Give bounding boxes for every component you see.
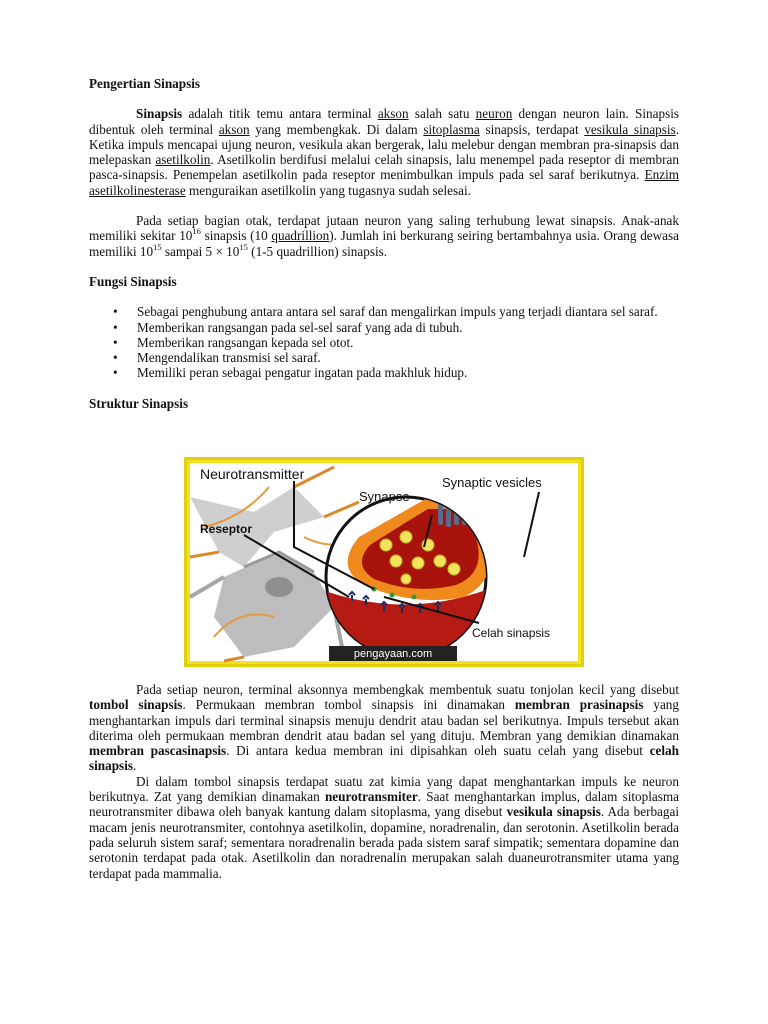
link-vesikula-sinapsis[interactable]: vesikula sinapsis [584,121,676,137]
list-item: • Memberikan rangsangan kepada sel otot. [113,334,354,350]
bullet-icon: • [113,319,118,335]
link-neuron[interactable]: neuron [475,106,513,122]
synapse-diagram [184,457,584,667]
link-akson[interactable]: akson [377,106,409,122]
paragraph-tombol-sinapsis: Pada setiap neuron, terminal aksonnya membengkak membentuk suatu tonjolan kecil yang disebut tombol sinapsis. Permukaan membran tombol sinapsis ini dinamakan membran prasinapsis yang menghantarkan impuls dari terminal sinapsis menuju dendrit atau badan sel berikutnya. Impuls tersebut akan diterima oleh permukaan membran dendrit atau badan sel yang dituju. Membran yang demikian dinamakan membran pascasinapsis. Di antara kedua membran ini dipisahkan oleh suatu celah yang disebut celah sinapsis. [89,682,679,774]
watermark-text: pengayaan.com [353,648,433,660]
label-synaptic-vesicles: Synaptic vesicles [442,475,542,490]
bullet-icon: • [113,304,118,320]
link-sitoplasma[interactable]: sitoplasma [423,121,480,137]
document-body-2 [89,682,679,881]
label-synapse: Synapse [359,489,410,504]
document-body [89,76,679,411]
heading-struktur: Struktur Sinapsis [89,395,189,411]
bullet-icon: • [113,350,118,366]
link-asetilkolin[interactable]: asetilkolin [155,152,211,168]
list-item: • Sebagai penghubung antara antara sel saraf dan mengalirkan impuls yang terjadi diantara sel saraf. [113,304,658,320]
heading-fungsi: Fungsi Sinapsis [89,273,177,289]
label-neurotransmitter: Neurotransmitter [200,466,305,482]
list-item: • Mengendalikan transmisi sel saraf. [113,350,321,366]
link-akson-2[interactable]: akson [218,121,250,137]
function-list [89,304,679,380]
label-celah-sinapsis: Celah sinapsis [472,626,551,640]
link-enzim[interactable]: Enzim asetilkolinesterase [89,167,679,198]
heading-pengertian: Pengertian Sinapsis [89,76,201,91]
list-item: • Memberikan rangsangan pada sel-sel saraf yang ada di tubuh. [113,319,463,335]
bullet-icon: • [113,334,118,350]
paragraph-synapse-count: Pada setiap bagian otak, terdapat jutaan neuron yang saling terhubung lewat sinapsis. Anak-anak memiliki sekitar $10^{16}$ sinapsis (10 quadrillion). Jumlah ini berkurang seiring bertambahnya usia. Orang dewasa memiliki $10^{15}$ sampai $5 \times 10^{15}$ (1-5 quadrillion) sinapsis. [89,213,679,259]
paragraph-definition: Sinapsis adalah titik temu antara terminal akson salah satu neuron dengan neuron lain. Sinapsis dibentuk oleh terminal akson yang membengkak. Di dalam sitoplasma sinapsis, terdapat vesikula sinapsis. Ketika impuls mencapai ujung neuron, vesikula akan bergerak, lalu melebur dengan membran pra-sinapsis dan melepaskan asetilkolin. Asetilkolin berdifusi melalui celah sinapsis, lalu menempel pada reseptor di membran pasca-sinapsis. Penempelan asetilkolin pada reseptor menimbulkan impuls pada sel saraf berikutnya. Enzim asetilkolinesterase menguraikan asetilkolin yang tugasnya sudah selesai. [89,106,679,198]
paragraph-neurotransmiter: Di dalam tombol sinapsis terdapat suatu zat kimia yang dapat menghantarkan impuls ke neuron berikutnya. Zat yang demikian dinamakan neurotransmiter. Saat menghantarkan implus, dalam sitoplasma neurotransmiter dibawa oleh banyak kantung dalam sitoplasma, yang disebut vesikula sinapsis. Ada berbagai macam jenis neurotransmiter, contohnya asetilkolin, dopamine, noradrenalin, dan serotonin. Asetilkolin berada pada seluruh sistem saraf; sementara noradrenalin berada pada sistem saraf simpatik; sementara dopamine dan serotonin terdapat pada otak. Asetilkolin dan noradrenalin merupakan salah duaneurotransmiter utama yang terdapat pada mammalia. [89,773,680,881]
link-quadrillion[interactable]: quadrillion [271,228,330,244]
list-item: • Memiliki peran sebagai pengatur ingatan pada makhluk hidup. [113,365,468,381]
label-reseptor: Reseptor [200,522,253,536]
bullet-icon: • [113,365,118,381]
